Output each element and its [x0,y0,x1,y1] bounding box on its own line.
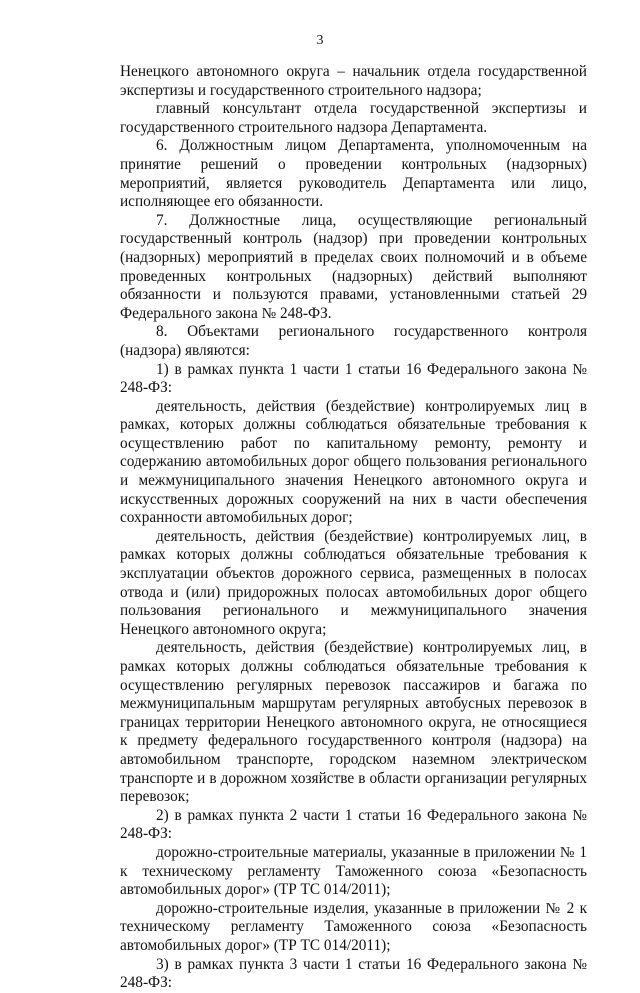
paragraph-subitem-1: 1) в рамках пункта 1 части 1 статьи 16 Федерального закона № 248-ФЗ: [120,360,587,397]
paragraph-road-repair: деятельность, действия (бездействие) контролируемых лиц в рамках, которых должны соблюдаться обязательные требования к осуществлению работ по капитальному ремонту, ремонту и содержанию автомобильных дорог общего пользования регионального и межмуниципального значения Ненецкого автономного округа и искусственных дорожных сооружений на них в части обеспечения сохранности автомобильных дорог; [120,397,587,527]
paragraph-item-7: 7. Должностные лица, осуществляющие региональный государственный контроль (надзор) при проведении контрольных (надзорных) мероприятий в пределах своих полномочий и в объеме проведенных контрольных (надзорных) действий выполняют обязанности и пользуются правами, установленными статьей 29 Федерального закона № 248-ФЗ. [120,211,587,322]
paragraph-item-6: 6. Должностным лицом Департамента, уполномоченным на принятие решений о проведении контрольных (надзорных) мероприятий, является руководитель Департамента или лицо, исполняющее его обязанности. [120,137,587,211]
paragraph-subitem-2: 2) в рамках пункта 2 части 1 статьи 16 Федерального закона № 248-ФЗ: [120,806,587,843]
paragraph-chief-consultant: главный консультант отдела государственной экспертизы и государственного строительного надзора Департамента. [120,100,587,136]
paragraph-products: дорожно-строительные изделия, указанные в приложении № 2 к техническому регламенту Таможенного союза «Безопасность автомобильных дорог» (ТР ТС 014/2011); [120,899,587,954]
document-body [120,63,587,993]
paragraph-regular-transport: деятельность, действия (бездействие) контролируемых лиц, в рамках которых должны соблюдаться обязательные требования к осуществлению регулярных перевозок пассажиров и багажа по межмуниципальным маршрутам регулярных автобусных перевозок в границах территории Ненецкого автономного округа, не относящиеся к предмету федерального государственного контроля (надзора) на автомобильном транспорте, городском наземном электрическом транспорте и в дорожном хозяйстве в области организации регулярных перевозок; [120,639,587,806]
paragraph-road-service: деятельность, действия (бездействие) контролируемых лиц, в рамках которых должны соблюдаться обязательные требования к эксплуатации объектов дорожного сервиса, размещенных в полосах отвода и (или) придорожных полосах автомобильных дорог общего пользования регионального и межмуниципального значения Ненецкого автономного округа; [120,527,587,638]
paragraph-continuation: Ненецкого автономного округа – начальник отдела государственной экспертизы и государственного строительного надзора; [120,63,587,99]
paragraph-materials: дорожно-строительные материалы, указанные в приложении № 1 к техническому регламенту Таможенного союза «Безопасность автомобильных дорог» (ТР ТС 014/2011); [120,843,587,899]
paragraph-item-8: 8. Объектами регионального государственного контроля (надзора) являются: [120,323,587,359]
page-number: 3 [316,33,324,48]
paragraph-subitem-3: 3) в рамках пункта 3 части 1 статьи 16 Федерального закона № 248-ФЗ: [120,955,587,992]
